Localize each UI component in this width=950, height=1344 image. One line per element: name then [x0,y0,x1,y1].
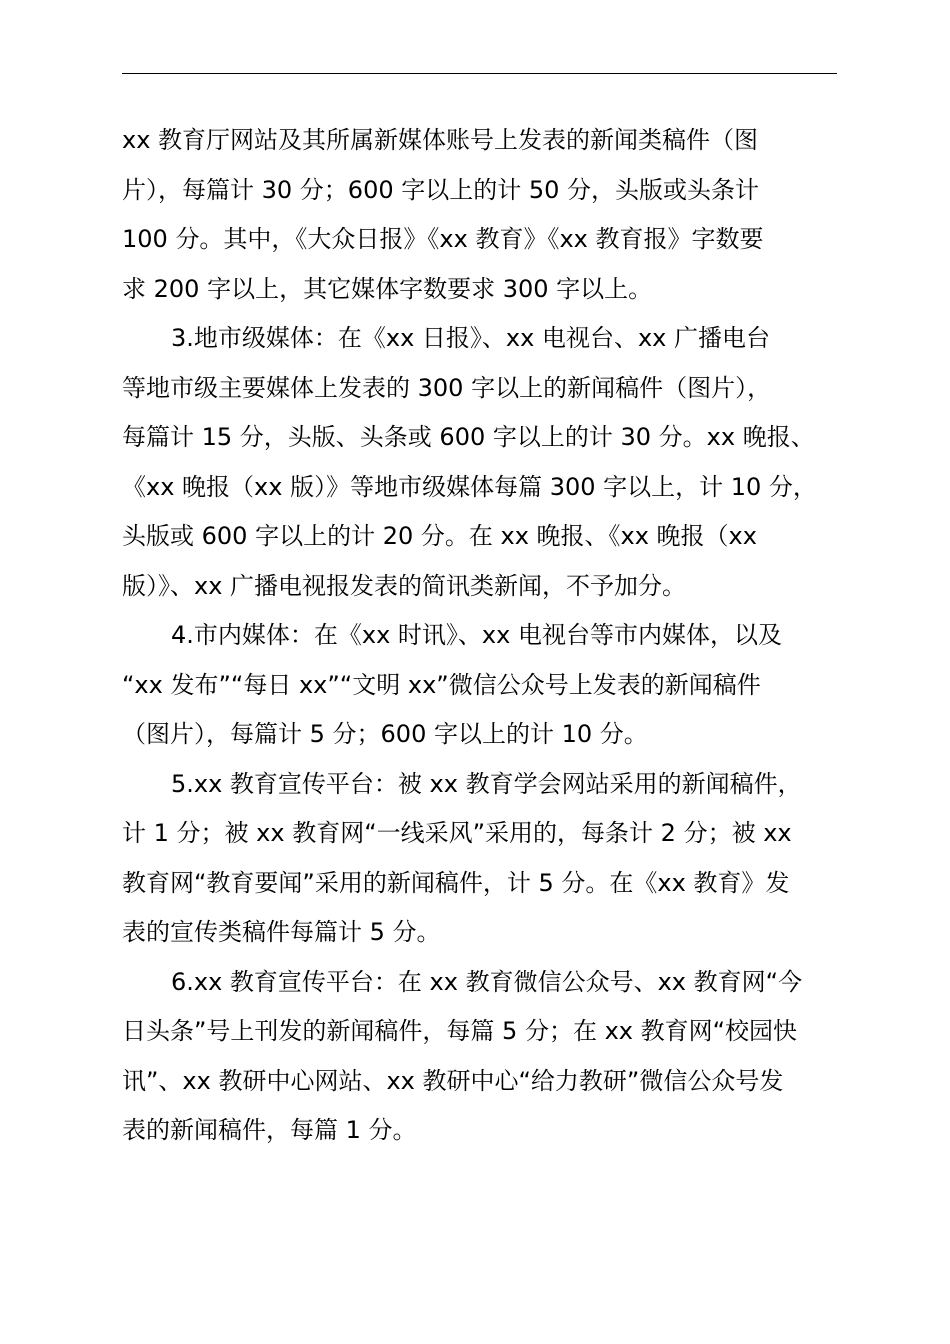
text-line: 日头条”号上刊发的新闻稿件，每篇 5 分；在 xx 教育网“校园快 [122,1017,798,1045]
paragraph-4-first-line: 4.市内媒体：在《xx 时讯》、xx 电视台等市内媒体，以及 [171,621,782,649]
text-line: xx 教育厅网站及其所属新媒体账号上发表的新闻类稿件（图 [122,126,759,154]
text-line: “xx 发布”“每日 xx”“文明 xx”微信公众号上发表的新闻稿件 [122,670,761,699]
text-line: 等地市级主要媒体上发表的 300 字以上的新闻稿件（图片）， [122,373,772,402]
header-rule [122,73,837,74]
document-body [122,116,838,1156]
text-line: 版）》、xx 广播电视报发表的简讯类新闻，不予加分。 [122,571,687,600]
text-line: 《xx 晚报（xx 版）》等地市级媒体每篇 300 字以上，计 10 分， [122,472,817,501]
text-line: 求 200 字以上，其它媒体字数要求 300 字以上。 [122,274,653,303]
text-line: 每篇计 15 分，头版、头条或 600 字以上的计 30 分。xx 晚报、 [122,423,815,451]
paragraph-3-first-line: 3.地市级媒体：在《xx 日报》、xx 电视台、xx 广播电台 [171,324,771,352]
text-line: 教育网“教育要闻”采用的新闻稿件，计 5 分。在《xx 教育》发 [122,868,790,897]
paragraph-5-first-line: 5.xx 教育宣传平台：被 xx 教育学会网站采用的新闻稿件， [171,769,802,798]
text-line: 片），每篇计 30 分；600 字以上的计 50 分，头版或头条计 [122,175,760,204]
text-line: 表的宣传类稿件每篇计 5 分。 [122,918,441,946]
text-line: 表的新闻稿件，每篇 1 分。 [122,1116,417,1144]
text-line: 100 分。其中，《大众日报》《xx 教育》《xx 教育报》字数要 [122,225,764,253]
text-line: （图片），每篇计 5 分；600 字以上的计 10 分。 [122,720,648,748]
text-line: 讯”、xx 教研中心网站、xx 教研中心“给力教研”微信公众号发 [122,1066,784,1095]
text-line: 计 1 分；被 xx 教育网“一线采风”采用的，每条计 2 分；被 xx [122,819,792,847]
text-line: 头版或 600 字以上的计 20 分。在 xx 晚报、《xx 晚报（xx [122,522,757,550]
paragraph-6-first-line: 6.xx 教育宣传平台：在 xx 教育微信公众号、xx 教育网“今 [171,967,803,996]
